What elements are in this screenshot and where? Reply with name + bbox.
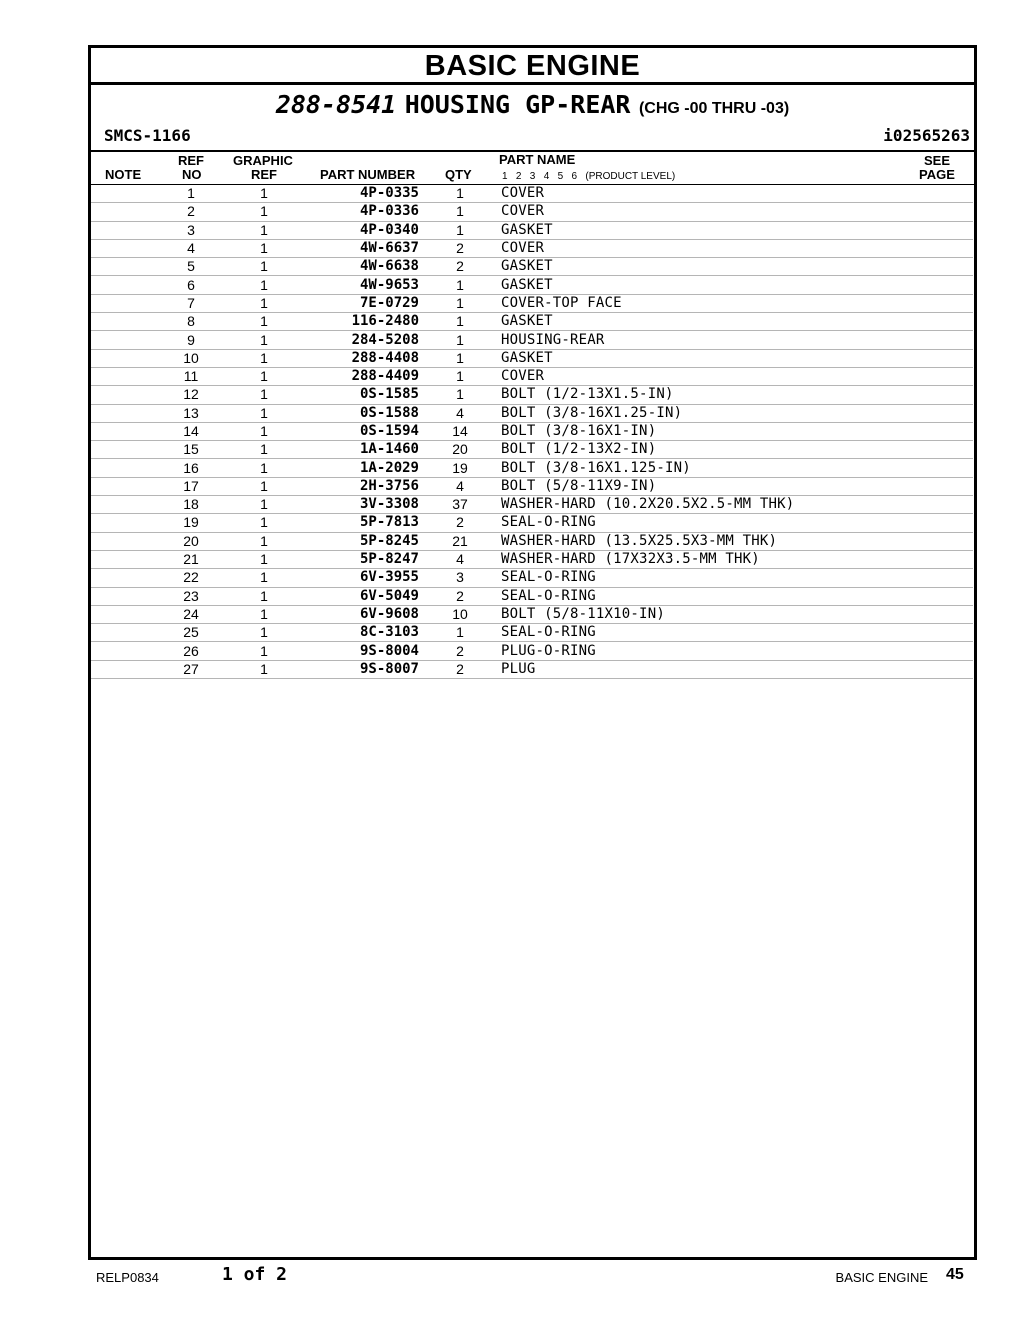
part-number-cell: 284-5208	[306, 331, 419, 349]
see-page-cell	[913, 660, 973, 678]
note-cell	[91, 477, 160, 495]
qty-cell: 19	[419, 459, 501, 477]
part-number-cell: 6V-3955	[306, 569, 419, 587]
col-note: NOTE	[105, 167, 142, 182]
group-part-number: 288-8541	[275, 90, 397, 119]
see-page-cell	[913, 496, 973, 514]
note-cell	[91, 459, 160, 477]
graphic-ref-cell: 1	[222, 569, 306, 587]
note-cell	[91, 294, 160, 312]
see-page-cell	[913, 477, 973, 495]
ref-no-cell: 16	[160, 459, 222, 477]
page-footer	[0, 1262, 1020, 1292]
graphic-ref-cell: 1	[222, 185, 306, 203]
col-ref-top: REF	[178, 153, 204, 168]
qty-cell: 1	[419, 331, 501, 349]
note-cell	[91, 441, 160, 459]
graphic-ref-cell: 1	[222, 532, 306, 550]
serial-range: (CHG -00 THRU -03)	[638, 100, 790, 117]
see-page-cell	[913, 221, 973, 239]
table-row	[91, 185, 973, 203]
ref-no-cell: 1	[160, 185, 222, 203]
qty-cell: 1	[419, 349, 501, 367]
see-page-cell	[913, 550, 973, 568]
part-number-cell: 1A-2029	[306, 459, 419, 477]
see-page-cell	[913, 569, 973, 587]
ref-no-cell: 26	[160, 642, 222, 660]
col-see-bottom: PAGE	[919, 167, 955, 182]
table-row	[91, 276, 973, 294]
part-name-cell: BOLT (5/8-11X9-IN)	[501, 477, 913, 495]
note-cell	[91, 331, 160, 349]
qty-cell: 4	[419, 477, 501, 495]
see-page-cell	[913, 258, 973, 276]
table-row	[91, 386, 973, 404]
graphic-ref-cell: 1	[222, 496, 306, 514]
part-number-cell: 8C-3103	[306, 624, 419, 642]
see-page-cell	[913, 532, 973, 550]
footer-section: BASIC ENGINE	[835, 1270, 928, 1285]
ref-no-cell: 2	[160, 203, 222, 221]
qty-cell: 1	[419, 386, 501, 404]
group-part-name: HOUSING GP-REAR	[404, 90, 631, 119]
part-number-cell: 0S-1585	[306, 386, 419, 404]
see-page-cell	[913, 624, 973, 642]
see-page-cell	[913, 386, 973, 404]
column-header	[91, 152, 974, 185]
graphic-ref-cell: 1	[222, 221, 306, 239]
table-row	[91, 477, 973, 495]
part-name-cell: COVER	[501, 367, 913, 385]
note-cell	[91, 514, 160, 532]
page-number: 45	[946, 1266, 964, 1283]
qty-cell: 1	[419, 203, 501, 221]
graphic-ref-cell: 1	[222, 660, 306, 678]
see-page-cell	[913, 239, 973, 257]
part-name-cell: SEAL-O-RING	[501, 569, 913, 587]
graphic-ref-cell: 1	[222, 349, 306, 367]
part-name-cell: WASHER-HARD (13.5X25.5X3-MM THK)	[501, 532, 913, 550]
ref-no-cell: 14	[160, 422, 222, 440]
ref-no-cell: 3	[160, 221, 222, 239]
part-number-cell: 0S-1588	[306, 404, 419, 422]
ref-no-cell: 27	[160, 660, 222, 678]
graphic-ref-cell: 1	[222, 404, 306, 422]
table-row	[91, 605, 973, 623]
graphic-ref-cell: 1	[222, 422, 306, 440]
qty-cell: 2	[419, 239, 501, 257]
part-name-cell: SEAL-O-RING	[501, 587, 913, 605]
table-row	[91, 496, 973, 514]
col-product-level: 1 2 3 4 5 6 (PRODUCT LEVEL)	[502, 171, 676, 182]
ref-no-cell: 24	[160, 605, 222, 623]
graphic-ref-cell: 1	[222, 258, 306, 276]
table-row	[91, 550, 973, 568]
table-row	[91, 294, 973, 312]
ref-no-cell: 5	[160, 258, 222, 276]
table-row	[91, 313, 973, 331]
part-name-cell: PLUG-O-RING	[501, 642, 913, 660]
smcs-code: SMCS-1166	[104, 126, 191, 145]
col-qty: QTY	[445, 167, 472, 182]
table-row	[91, 422, 973, 440]
part-name-cell: GASKET	[501, 276, 913, 294]
note-cell	[91, 367, 160, 385]
qty-cell: 4	[419, 550, 501, 568]
note-cell	[91, 569, 160, 587]
part-name-cell: BOLT (1/2-13X2-IN)	[501, 441, 913, 459]
graphic-ref-cell: 1	[222, 367, 306, 385]
see-page-cell	[913, 294, 973, 312]
graphic-ref-cell: 1	[222, 514, 306, 532]
see-page-cell	[913, 459, 973, 477]
note-cell	[91, 496, 160, 514]
qty-cell: 10	[419, 605, 501, 623]
see-page-cell	[913, 642, 973, 660]
ref-no-cell: 15	[160, 441, 222, 459]
see-page-cell	[913, 404, 973, 422]
part-name-cell: BOLT (3/8-16X1.125-IN)	[501, 459, 913, 477]
part-number-cell: 4P-0336	[306, 203, 419, 221]
part-name-cell: PLUG	[501, 660, 913, 678]
note-cell	[91, 239, 160, 257]
note-cell	[91, 276, 160, 294]
qty-cell: 1	[419, 221, 501, 239]
ref-no-cell: 10	[160, 349, 222, 367]
see-page-cell	[913, 185, 973, 203]
qty-cell: 21	[419, 532, 501, 550]
part-name-cell: GASKET	[501, 258, 913, 276]
see-page-cell	[913, 441, 973, 459]
page-title: BASIC ENGINE	[91, 48, 974, 85]
see-page-cell	[913, 203, 973, 221]
ref-no-cell: 9	[160, 331, 222, 349]
publication-number: RELP0834	[96, 1270, 159, 1285]
illustration-id: i02565263	[883, 126, 970, 145]
see-page-cell	[913, 514, 973, 532]
part-number-cell: 288-4409	[306, 367, 419, 385]
table-row	[91, 642, 973, 660]
part-number-cell: 4P-0335	[306, 185, 419, 203]
part-number-cell: 116-2480	[306, 313, 419, 331]
see-page-cell	[913, 331, 973, 349]
qty-cell: 1	[419, 313, 501, 331]
note-cell	[91, 313, 160, 331]
part-number-cell: 0S-1594	[306, 422, 419, 440]
table-row	[91, 624, 973, 642]
part-name-cell: COVER	[501, 185, 913, 203]
see-page-cell	[913, 367, 973, 385]
part-name-cell: COVER-TOP FACE	[501, 294, 913, 312]
part-name-cell: BOLT (3/8-16X1-IN)	[501, 422, 913, 440]
note-cell	[91, 258, 160, 276]
graphic-ref-cell: 1	[222, 313, 306, 331]
qty-cell: 37	[419, 496, 501, 514]
table-row	[91, 660, 973, 678]
part-name-cell: SEAL-O-RING	[501, 514, 913, 532]
graphic-ref-cell: 1	[222, 477, 306, 495]
see-page-cell	[913, 276, 973, 294]
qty-cell: 1	[419, 367, 501, 385]
part-number-cell: 3V-3308	[306, 496, 419, 514]
note-cell	[91, 532, 160, 550]
see-page-cell	[913, 349, 973, 367]
graphic-ref-cell: 1	[222, 642, 306, 660]
part-number-cell: 4W-6638	[306, 258, 419, 276]
see-page-cell	[913, 605, 973, 623]
graphic-ref-cell: 1	[222, 587, 306, 605]
note-cell	[91, 660, 160, 678]
table-row	[91, 459, 973, 477]
part-name-cell: BOLT (1/2-13X1.5-IN)	[501, 386, 913, 404]
ref-no-cell: 12	[160, 386, 222, 404]
table-row	[91, 258, 973, 276]
smcs-row	[91, 119, 974, 152]
table-row	[91, 404, 973, 422]
table-row	[91, 221, 973, 239]
part-number-cell: 5P-7813	[306, 514, 419, 532]
qty-cell: 2	[419, 587, 501, 605]
graphic-ref-cell: 1	[222, 441, 306, 459]
qty-cell: 2	[419, 514, 501, 532]
see-page-cell	[913, 587, 973, 605]
part-number-cell: 2H-3756	[306, 477, 419, 495]
note-cell	[91, 185, 160, 203]
qty-cell: 2	[419, 258, 501, 276]
table-row	[91, 514, 973, 532]
part-name-cell: COVER	[501, 203, 913, 221]
part-number-cell: 9S-8007	[306, 660, 419, 678]
note-cell	[91, 642, 160, 660]
note-cell	[91, 386, 160, 404]
qty-cell: 3	[419, 569, 501, 587]
note-cell	[91, 587, 160, 605]
col-part-name: PART NAME	[499, 152, 576, 167]
part-number-cell: 6V-9608	[306, 605, 419, 623]
part-name-cell: GASKET	[501, 221, 913, 239]
qty-cell: 2	[419, 660, 501, 678]
note-cell	[91, 624, 160, 642]
part-name-cell: HOUSING-REAR	[501, 331, 913, 349]
graphic-ref-cell: 1	[222, 276, 306, 294]
part-name-cell: SEAL-O-RING	[501, 624, 913, 642]
ref-no-cell: 25	[160, 624, 222, 642]
part-number-cell: 9S-8004	[306, 642, 419, 660]
graphic-ref-cell: 1	[222, 459, 306, 477]
part-name-cell: BOLT (5/8-11X10-IN)	[501, 605, 913, 623]
ref-no-cell: 17	[160, 477, 222, 495]
table-row	[91, 441, 973, 459]
note-cell	[91, 404, 160, 422]
part-number-cell: 5P-8245	[306, 532, 419, 550]
note-cell	[91, 221, 160, 239]
table-row	[91, 569, 973, 587]
part-number-cell: 4W-9653	[306, 276, 419, 294]
part-number-cell: 1A-1460	[306, 441, 419, 459]
ref-no-cell: 19	[160, 514, 222, 532]
graphic-ref-cell: 1	[222, 605, 306, 623]
col-ref-bottom: NO	[182, 167, 202, 182]
see-page-cell	[913, 313, 973, 331]
ref-no-cell: 18	[160, 496, 222, 514]
table-row	[91, 367, 973, 385]
table-row	[91, 239, 973, 257]
part-name-cell: WASHER-HARD (17X32X3.5-MM THK)	[501, 550, 913, 568]
col-see-top: SEE	[924, 153, 951, 168]
graphic-ref-cell: 1	[222, 550, 306, 568]
graphic-ref-cell: 1	[222, 386, 306, 404]
ref-no-cell: 23	[160, 587, 222, 605]
table-row	[91, 331, 973, 349]
part-name-cell: BOLT (3/8-16X1.25-IN)	[501, 404, 913, 422]
part-name-cell: COVER	[501, 239, 913, 257]
col-graphic-bottom: REF	[251, 167, 277, 182]
col-graphic-top: GRAPHIC	[233, 153, 293, 168]
table-row	[91, 203, 973, 221]
qty-cell: 1	[419, 294, 501, 312]
graphic-ref-cell: 1	[222, 203, 306, 221]
graphic-ref-cell: 1	[222, 331, 306, 349]
note-cell	[91, 203, 160, 221]
note-cell	[91, 422, 160, 440]
ref-no-cell: 8	[160, 313, 222, 331]
ref-no-cell: 22	[160, 569, 222, 587]
graphic-ref-cell: 1	[222, 294, 306, 312]
graphic-ref-cell: 1	[222, 239, 306, 257]
part-name-cell: GASKET	[501, 313, 913, 331]
note-cell	[91, 349, 160, 367]
ref-no-cell: 6	[160, 276, 222, 294]
see-page-cell	[913, 422, 973, 440]
table-row	[91, 587, 973, 605]
qty-cell: 1	[419, 624, 501, 642]
qty-cell: 2	[419, 642, 501, 660]
part-number-cell: 6V-5049	[306, 587, 419, 605]
part-number-cell: 288-4408	[306, 349, 419, 367]
part-name-cell: WASHER-HARD (10.2X20.5X2.5-MM THK)	[501, 496, 913, 514]
qty-cell: 14	[419, 422, 501, 440]
graphic-ref-cell: 1	[222, 624, 306, 642]
qty-cell: 4	[419, 404, 501, 422]
part-name-cell: GASKET	[501, 349, 913, 367]
table-row	[91, 349, 973, 367]
ref-no-cell: 13	[160, 404, 222, 422]
note-cell	[91, 605, 160, 623]
col-part-number: PART NUMBER	[320, 167, 416, 182]
group-title	[91, 85, 974, 119]
qty-cell: 1	[419, 185, 501, 203]
part-number-cell: 7E-0729	[306, 294, 419, 312]
ref-no-cell: 7	[160, 294, 222, 312]
note-cell	[91, 550, 160, 568]
table-row	[91, 532, 973, 550]
parts-list-frame	[88, 45, 977, 1260]
parts-table	[91, 185, 973, 679]
ref-no-cell: 21	[160, 550, 222, 568]
page-of: 1 of 2	[222, 1264, 288, 1285]
part-number-cell: 5P-8247	[306, 550, 419, 568]
qty-cell: 1	[419, 276, 501, 294]
qty-cell: 20	[419, 441, 501, 459]
part-number-cell: 4W-6637	[306, 239, 419, 257]
part-number-cell: 4P-0340	[306, 221, 419, 239]
ref-no-cell: 11	[160, 367, 222, 385]
ref-no-cell: 4	[160, 239, 222, 257]
ref-no-cell: 20	[160, 532, 222, 550]
